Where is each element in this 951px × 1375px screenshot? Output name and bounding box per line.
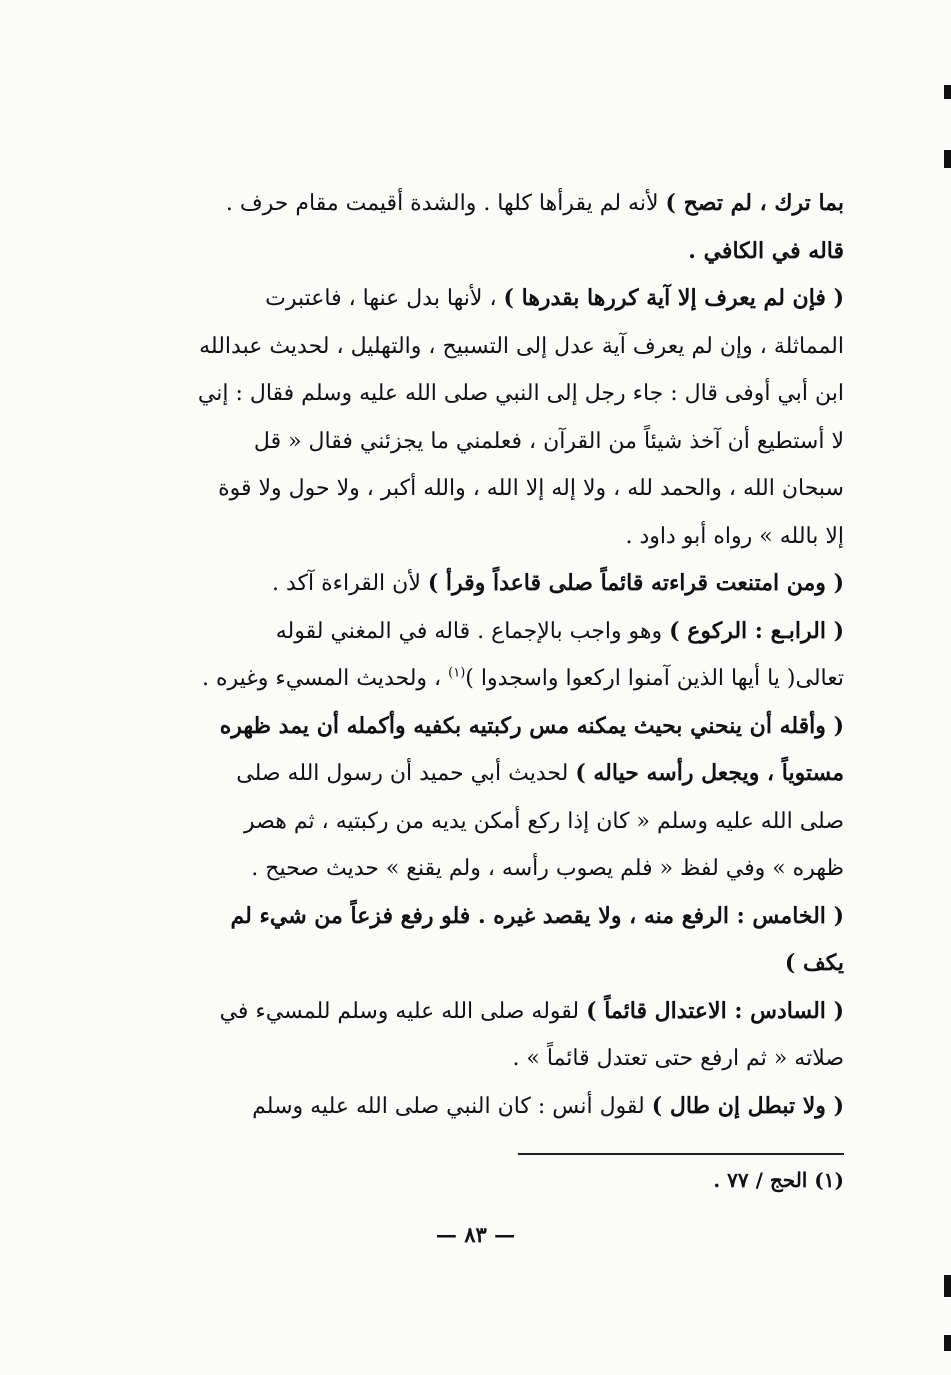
regular-text: ، ولحديث المسيء وغيره . (202, 666, 449, 691)
text-line (196, 465, 844, 513)
regular-text: صلى الله عليه وسلم « كان إذا ركع أمكن يديه من ركبتيه ، ثم هصر (244, 808, 844, 834)
text-line (196, 988, 844, 1036)
bold-text: ( ومن امتنعت قراءته قائماً صلى قاعداً وقرأ ) (427, 570, 844, 596)
regular-text: صلاته « ثم ارفع حتى تعتدل قائماً » . (512, 1046, 844, 1071)
text-line (196, 1083, 844, 1131)
regular-text: سبحان الله ، والحمد لله ، ولا إله إلا الله ، والله أكبر ، ولا حول ولا قوة (218, 476, 844, 501)
regular-text: وهو واجب بالإجماع . قاله في المغني لقوله (275, 618, 670, 644)
text-line (196, 370, 844, 418)
text-line (196, 513, 844, 561)
scan-edge-mark (944, 150, 951, 168)
scan-edge-mark (944, 1275, 951, 1297)
page-number: — ٨٣ — (435, 1222, 516, 1247)
regular-text: لقول أنس : كان النبي صلى الله عليه وسلم (252, 1093, 652, 1119)
regular-text: ظهره » وفي لفظ « فلم يصوب رأسه ، ولم يقنع » حديث صحيح . (251, 856, 844, 881)
footnote: (١) الحج / ٧٧ . (713, 1168, 844, 1192)
bold-text: مستوياً ، ويجعل رأسه حياله ) (575, 760, 844, 786)
text-line (196, 1035, 844, 1083)
bold-text: ( فإن لم يعرف إلا آية كررها بقدرها ) (503, 285, 844, 311)
regular-text: تعالى( يا أيها الذين آمنوا اركعوا واسجدوا ) (465, 666, 844, 691)
bold-text: ( الخامس : الرفع منه ، ولا يقصد غيره . فلو رفع فزعاً من شيء لم (230, 902, 844, 929)
text-line (196, 275, 844, 323)
regular-text: لأنه لم يقرأها كلها . والشدة أقيمت مقام حرف . (225, 191, 666, 216)
text-line (196, 418, 844, 466)
bold-text: ( ولا تبطل إن طال ) (651, 1092, 844, 1119)
bold-text: بما ترك ، لم تصح ) (665, 190, 844, 216)
regular-text: ، لأنها بدل عنها ، فاعتبرت (265, 286, 504, 311)
text-line (196, 845, 844, 893)
bold-text: يكف ) (784, 950, 844, 976)
bold-text: قاله في الكافي . (688, 237, 844, 264)
regular-text: لأن القراءة آكد . (271, 571, 428, 596)
text-line (196, 608, 844, 656)
regular-text: لا أستطيع أن آخذ شيئاً من القرآن ، فعلمني ما يجزئني فقال « قل (253, 428, 844, 454)
text-line (196, 798, 844, 846)
text-line (196, 323, 844, 371)
text-line (196, 893, 844, 941)
scan-edge-mark (944, 85, 951, 99)
text-line (196, 228, 844, 276)
scan-edge-mark (944, 1335, 951, 1351)
main-text (196, 180, 844, 1130)
regular-text: لقوله صلى الله عليه وسلم للمسيء في (219, 998, 587, 1024)
text-line (196, 180, 844, 228)
text-line (196, 703, 844, 751)
text-line (196, 655, 844, 703)
footnote-divider (518, 1153, 844, 1155)
regular-text: ابن أبي أوفى قال : جاء رجل إلى النبي صلى الله عليه وسلم فقال : إني (197, 381, 844, 406)
text-line (196, 940, 844, 988)
regular-text: المماثلة ، وإن لم يعرف آية عدل إلى التسبيح ، والتهليل ، لحديث عبدالله (199, 333, 844, 359)
footnote-ref: (١) (448, 665, 466, 681)
text-line (196, 560, 844, 608)
bold-text: ( وأقله أن ينحني بحيث يمكنه مس ركبتيه بكفيه وأكمله أن يمد ظهره (219, 712, 844, 739)
bold-text: ( الرابـع : الركوع ) (669, 617, 844, 644)
text-line (196, 750, 844, 798)
bold-text: ( السادس : الاعتدال قائماً ) (586, 997, 844, 1024)
regular-text: لحديث أبي حميد أن رسول الله صلى (236, 761, 576, 786)
regular-text: إلا بالله » رواه أبو داود . (625, 523, 844, 549)
